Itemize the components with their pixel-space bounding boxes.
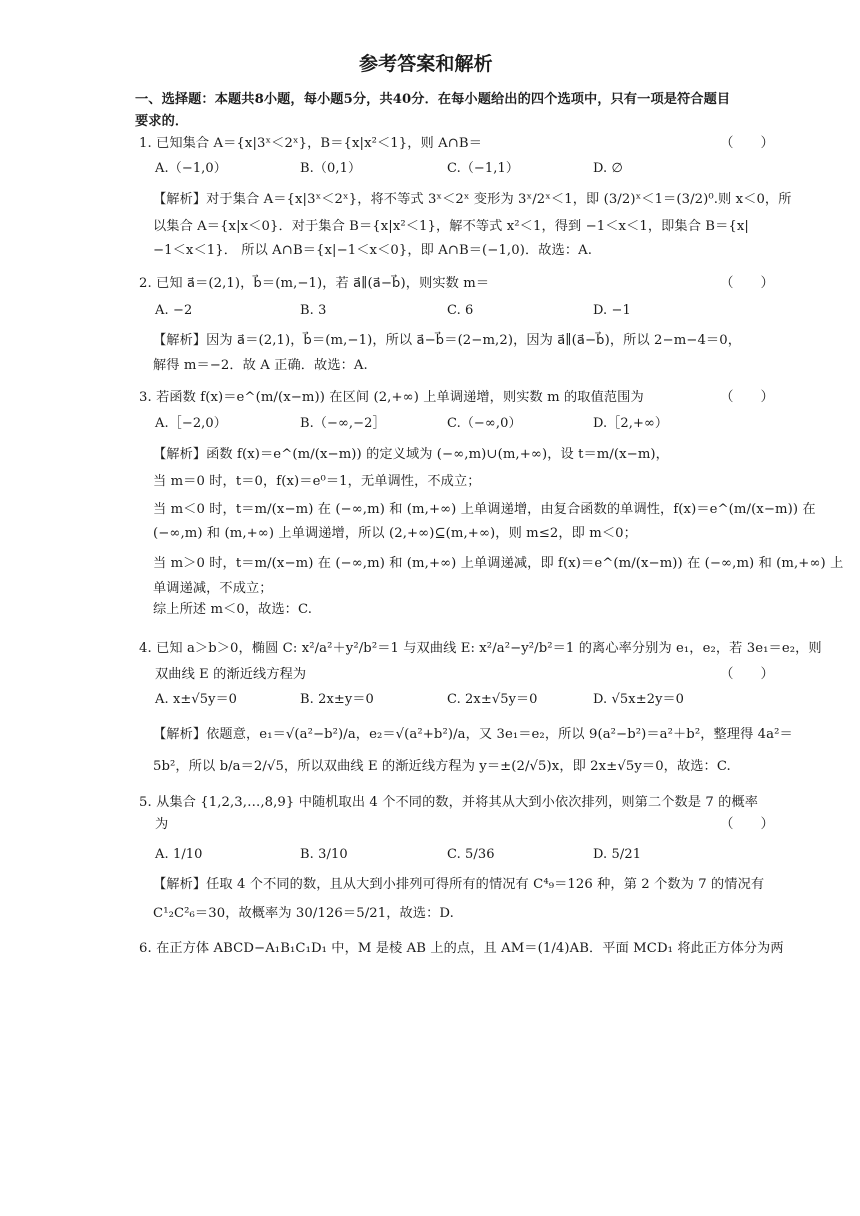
page-title: 参考答案和解析 [359,53,493,75]
q1-answer-blank: （ ） [720,135,774,151]
q4-option-c: C. 2x±√5y＝0 [447,692,538,707]
q1-analysis-line: 以集合 A＝{x|x＜0}．对于集合 B＝{x|x²＜1}，解不等式 x²＜1，得到 −1＜x＜1，即集合 B＝{x| [153,219,749,234]
q4-option-b: B. 2x±y＝0 [300,692,374,707]
q3-analysis-line: 当 m＜0 时，t＝m/(x−m) 在 (−∞,m) 和 (m,+∞) 上单调递增，由复合函数的单调性，f(x)＝e^(m/(x−m)) 在 [153,502,816,517]
q1-analysis-line: −1＜x＜1}． 所以 A∩B＝{x|−1＜x＜0}，即 A∩B＝(−1,0)．故选：A. [153,243,593,258]
q1-option-d: D. ∅ [593,161,623,176]
q2-option-d: D. −1 [593,303,631,318]
q5-option-a: A. 1/10 [155,847,203,862]
section-heading: 一、选择题：本题共8小题，每小题5分，共40分．在每小题给出的四个选项中，只有一项是符合题目 [135,92,731,107]
q1-option-c: C.（−1,1） [447,161,519,176]
q2-analysis-line: 【解析】因为 a⃗＝(2,1)，b⃗＝(m,−1)，所以 a⃗−b⃗＝(2−m,2)，因为 a⃗∥(a⃗−b⃗)，所以 2−m−4＝0， [153,333,742,348]
q3-analysis-line: (−∞,m) 和 (m,+∞) 上单调递增，所以 (2,+∞)⊆(m,+∞)，则 m≤2，即 m＜0； [153,526,637,541]
q3-analysis-line: 当 m＞0 时，t＝m/(x−m) 在 (−∞,m) 和 (m,+∞) 上单调递减，即 f(x)＝e^(m/(x−m)) 在 (−∞,m) 和 (m,+∞) 上 [153,556,844,571]
q5-option-d: D. 5/21 [593,847,642,862]
q3-analysis-line: 【解析】函数 f(x)＝e^(m/(x−m)) 的定义域为 (−∞,m)∪(m,+∞)，设 t＝m/(x−m)， [153,447,669,462]
q2-analysis-line: 解得 m＝−2．故 A 正确．故选：A. [153,358,368,373]
q5-analysis-line: 【解析】任取 4 个不同的数，且从大到小排列可得所有的情况有 C⁴₉＝126 种，第 2 个数为 7 的情况有 [153,877,765,892]
q3-stem: 3. 若函数 f(x)＝e^(m/(x−m)) 在区间 (2,+∞) 上单调递增，则实数 m 的取值范围为 [139,390,644,405]
q6-stem: 6. 在正方体 ABCD−A₁B₁C₁D₁ 中，M 是棱 AB 上的点，且 AM＝(1/4)AB．平面 MCD₁ 将此正方体分为两 [139,941,784,956]
q1-option-b: B.（0,1） [300,161,362,176]
q3-option-c: C.（−∞,0） [447,416,522,431]
q3-option-b: B.（−∞,−2］ [300,416,386,431]
q5-analysis-line: C¹₂C²₆＝30，故概率为 30/126＝5/21，故选：D. [153,906,454,921]
q4-stem-cont: 双曲线 E 的渐近线方程为 [155,667,307,682]
q5-stem-cont: 为 [155,817,169,832]
q5-stem: 5. 从集合 {1,2,3,…,8,9} 中随机取出 4 个不同的数，并将其从大到小依次排列，则第二个数是 7 的概率 [139,795,759,810]
q5-option-c: C. 5/36 [447,847,495,862]
q3-option-a: A.［−2,0） [155,416,227,431]
q4-answer-blank: （ ） [720,666,774,682]
q2-option-a: A. −2 [155,303,193,318]
q2-stem: 2. 已知 a⃗＝(2,1)，b⃗＝(m,−1)，若 a⃗∥(a⃗−b⃗)，则实数 m＝ [139,276,490,291]
q4-option-a: A. x±√5y＝0 [155,692,238,707]
q3-answer-blank: （ ） [720,389,774,405]
section-heading-cont: 要求的． [135,114,189,129]
q2-option-b: B. 3 [300,303,327,318]
q4-stem: 4. 已知 a＞b＞0，椭圆 C: x²/a²＋y²/b²＝1 与双曲线 E: x²/a²−y²/b²＝1 的离心率分别为 e₁，e₂，若 3e₁＝e₂，则 [139,641,822,656]
q3-analysis-line: 当 m＝0 时，t＝0，f(x)＝e⁰＝1，无单调性，不成立； [153,474,481,489]
q2-answer-blank: （ ） [720,275,774,291]
q5-answer-blank: （ ） [720,816,774,832]
q4-option-d: D. √5x±2y＝0 [593,692,684,707]
q1-option-a: A.（−1,0） [155,161,227,176]
q3-analysis-line: 单调递减，不成立； [153,581,273,596]
q1-stem: 1. 已知集合 A＝{x|3ˣ＜2ˣ}，B＝{x|x²＜1}，则 A∩B＝ [139,136,482,151]
q5-option-b: B. 3/10 [300,847,348,862]
q3-option-d: D.［2,+∞） [593,416,669,431]
q4-analysis-line: 5b²，所以 b/a＝2/√5，所以双曲线 E 的渐近线方程为 y＝±(2/√5)x，即 2x±√5y＝0，故选：C. [153,759,731,774]
q4-analysis-line: 【解析】依题意，e₁＝√(a²−b²)/a，e₂＝√(a²+b²)/a，又 3e₁＝e₂，所以 9(a²−b²)＝a²＋b²，整理得 4a²＝ [153,727,793,742]
q1-analysis-line: 【解析】对于集合 A＝{x|3ˣ＜2ˣ}，将不等式 3ˣ＜2ˣ 变形为 3ˣ/2ˣ＜1，即 (3/2)ˣ＜1＝(3/2)⁰.则 x＜0，所 [153,192,792,207]
q2-option-c: C. 6 [447,303,474,318]
q3-analysis-line: 综上所述 m＜0，故选：C. [153,602,312,617]
